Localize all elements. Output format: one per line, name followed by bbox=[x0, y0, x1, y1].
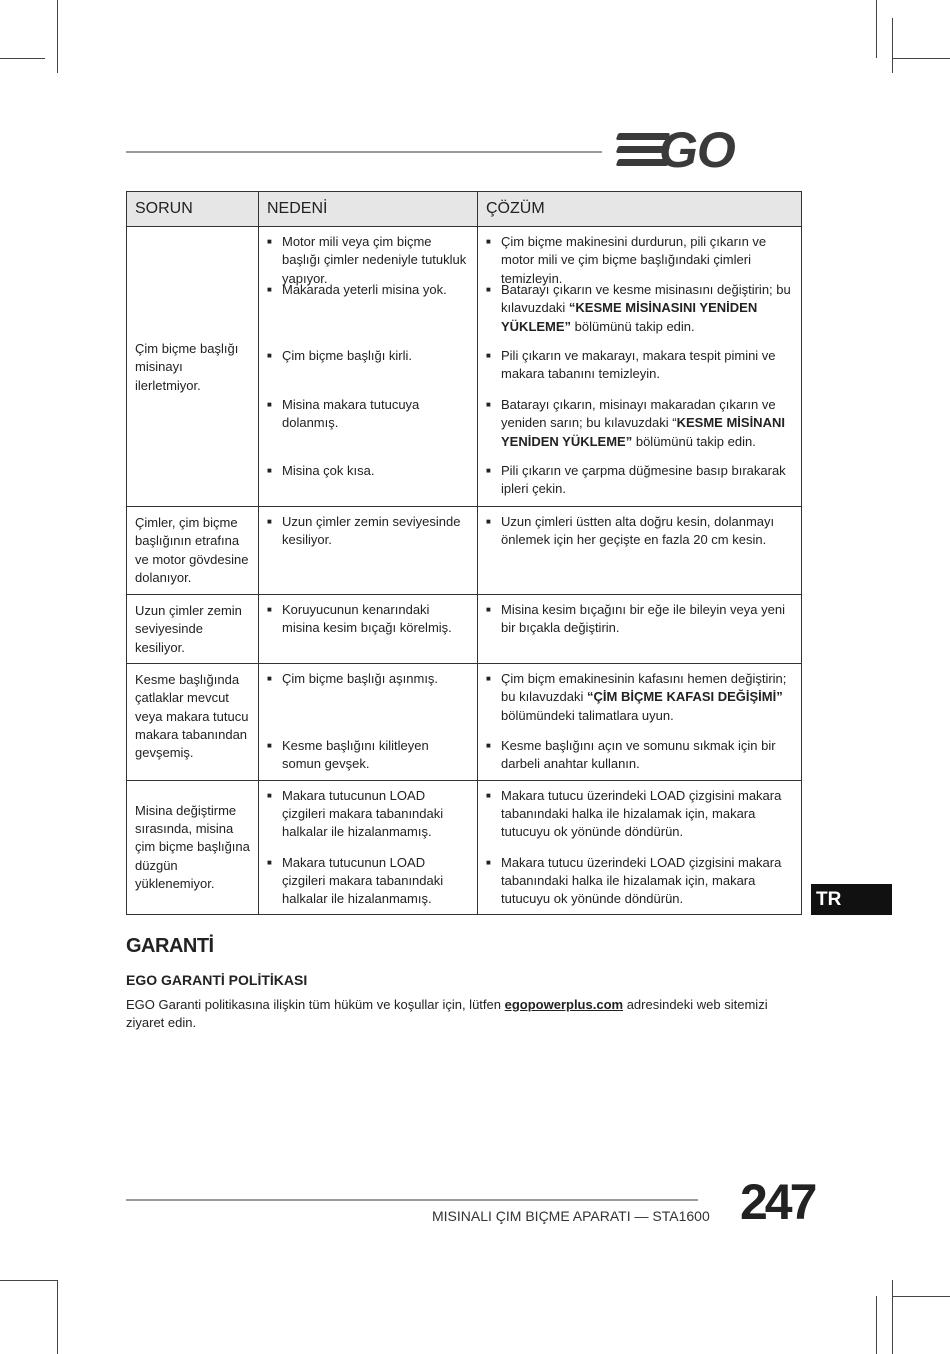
list-item bbox=[486, 854, 793, 909]
problem-cell bbox=[127, 664, 259, 781]
bullet-square-icon: ■ bbox=[486, 237, 491, 246]
bullet-square-icon: ■ bbox=[267, 605, 272, 614]
cause-text: Makarada yeterli misina yok. bbox=[282, 282, 447, 297]
table-row bbox=[127, 780, 802, 915]
list-item bbox=[267, 787, 469, 854]
crop-mark bbox=[876, 0, 877, 58]
problem-text: Uzun çimler zemin seviyesinde kesiliyor. bbox=[135, 603, 242, 655]
cause-text: Misina çok kısa. bbox=[282, 463, 375, 478]
policy-text-after: adresindeki web sitemizi ziyaret edin. bbox=[126, 997, 768, 1031]
bullet-square-icon: ■ bbox=[486, 400, 491, 409]
bullet-square-icon: ■ bbox=[486, 674, 491, 683]
solution-text: Batarayı çıkarın, misinayı makaradan çıkarın ve yeniden sarın; bu kılavuzdaki “KESME MİSİNANI YENİDEN YÜKLEME” bölümünü takip edin. bbox=[501, 397, 785, 449]
problem-cell bbox=[127, 595, 259, 664]
section-heading: EGO GARANTİ POLİTİKASI bbox=[126, 972, 308, 988]
problem-text: Misina değiştirme sırasında, misina çim biçme başlığına düzgün yüklenemiyor. bbox=[135, 802, 250, 891]
list-item bbox=[486, 601, 793, 638]
list-item bbox=[486, 281, 793, 347]
section-title: GARANTİ bbox=[126, 935, 214, 957]
crop-mark bbox=[892, 58, 950, 59]
solution-text: Pili çıkarın ve çarpma düğmesine basıp bırakarak ipleri çekin. bbox=[501, 463, 786, 497]
list-item bbox=[267, 601, 469, 638]
bullet-square-icon: ■ bbox=[486, 741, 491, 750]
logo-text: GO bbox=[659, 122, 735, 178]
header-problem: SORUN bbox=[127, 192, 259, 227]
crop-mark bbox=[0, 1280, 58, 1281]
crop-mark bbox=[892, 1280, 893, 1354]
solution-text: Çim biçm emakinesinin kafasını hemen değiştirin; bu kılavuzdaki “ÇİM BİÇME KAFASI DEĞİŞİMİ” bölümündeki talimatlara uyun. bbox=[501, 671, 787, 723]
solutions-cell bbox=[478, 507, 802, 595]
list-item bbox=[267, 347, 469, 396]
problem-cell bbox=[127, 780, 259, 915]
header-solution: ÇÖZÜM bbox=[478, 192, 802, 227]
solutions-cell bbox=[478, 227, 801, 506]
bullet-square-icon: ■ bbox=[267, 741, 272, 750]
bullet-square-icon: ■ bbox=[486, 517, 491, 526]
list-item bbox=[267, 513, 469, 550]
table-row bbox=[127, 227, 802, 507]
list-item bbox=[267, 737, 469, 774]
language-tab: TR bbox=[811, 884, 892, 915]
bullet-square-icon: ■ bbox=[486, 351, 491, 360]
ego-logo bbox=[617, 122, 800, 178]
crop-mark bbox=[892, 18, 893, 73]
list-item bbox=[486, 396, 793, 462]
list-item bbox=[267, 396, 469, 462]
solution-text: Batarayı çıkarın ve kesme misinasını değiştirin; bu kılavuzdaki “KESME MİSİNASINI YENİDEN YÜKLEME” bölümünü takip edin. bbox=[501, 282, 791, 334]
crop-mark bbox=[876, 1296, 877, 1354]
problem-text: Çim biçme başlığı misinayı ilerletmiyor. bbox=[135, 341, 239, 393]
problem-text: Kesme başlığında çatlaklar mevcut veya makara tutucu makara tabanından gevşemiş. bbox=[135, 672, 249, 761]
list-item bbox=[267, 281, 469, 347]
table-header-row bbox=[127, 192, 802, 227]
bullet-square-icon: ■ bbox=[267, 857, 272, 867]
bullet-square-icon: ■ bbox=[486, 790, 491, 800]
causes-cell bbox=[259, 507, 478, 595]
bullet-square-icon: ■ bbox=[267, 466, 272, 475]
list-item bbox=[486, 670, 793, 737]
bullet-square-icon: ■ bbox=[267, 400, 272, 409]
list-item bbox=[267, 670, 469, 737]
list-item bbox=[486, 347, 793, 396]
problem-cell bbox=[127, 507, 259, 595]
bullet-square-icon: ■ bbox=[486, 285, 491, 294]
solution-text: Misina kesim bıçağını bir eğe ile bileyin veya yeni bir bıçakla değiştirin. bbox=[501, 602, 785, 636]
causes-cell bbox=[259, 780, 478, 915]
cause-text: Makara tutucunun LOAD çizgileri makara tabanındaki halkalar ile hizalanmamış. bbox=[282, 787, 444, 840]
solution-text: Çim biçme makinesini durdurun, pili çıkarın ve motor mili ve çim biçme başlığındaki çimleri temizleyin. bbox=[501, 234, 767, 286]
solutions-cell bbox=[478, 780, 802, 915]
policy-paragraph bbox=[126, 996, 791, 1033]
table-row bbox=[127, 595, 802, 664]
header-rule bbox=[126, 151, 602, 153]
causes-cell bbox=[259, 227, 478, 506]
list-item bbox=[486, 787, 793, 854]
solution-text: Makara tutucu üzerindeki LOAD çizgisini makara tabanındaki halka ile hizalamak için, makara tutucuyu ok yönünde döndürün. bbox=[501, 787, 782, 840]
solution-text: Makara tutucu üzerindeki LOAD çizgisini makara tabanındaki halka ile hizalamak için, makara tutucuyu ok yönünde döndürün. bbox=[501, 854, 782, 907]
bullet-square-icon: ■ bbox=[267, 285, 272, 294]
page-number: 247 bbox=[740, 1174, 815, 1230]
table-row bbox=[127, 664, 802, 781]
causes-cell bbox=[259, 664, 478, 781]
website-link[interactable]: egopowerplus.com bbox=[504, 997, 624, 1012]
cause-text: Misina makara tutucuya dolanmış. bbox=[282, 397, 420, 431]
bullet-square-icon: ■ bbox=[267, 517, 272, 526]
header-cause: NEDENİ bbox=[259, 192, 478, 227]
list-item bbox=[267, 233, 469, 286]
solutions-cell bbox=[478, 595, 802, 664]
solutions-cell bbox=[478, 664, 802, 781]
problem-cell bbox=[127, 227, 259, 507]
bullet-square-icon: ■ bbox=[486, 857, 491, 867]
bullet-square-icon: ■ bbox=[267, 790, 272, 800]
footer-rule bbox=[126, 1199, 698, 1201]
table-row bbox=[127, 507, 802, 595]
bullet-square-icon: ■ bbox=[267, 674, 272, 683]
bullet-square-icon: ■ bbox=[267, 351, 272, 360]
solution-text: Uzun çimleri üstten alta doğru kesin, dolanmayı önlemek için her geçişte en fazla 20 cm kesin. bbox=[501, 514, 775, 548]
cause-text: Çim biçme başlığı aşınmış. bbox=[282, 671, 439, 686]
problem-text: Çimler, çim biçme başlığının etrafına ve motor gövdesine dolanıyor. bbox=[135, 515, 249, 585]
cause-text: Çim biçme başlığı kirli. bbox=[282, 348, 413, 363]
list-item bbox=[486, 233, 793, 286]
cause-text: Motor mili veya çim biçme başlığı çimler nedeniyle tutukluk yapıyor. bbox=[282, 234, 467, 286]
list-item bbox=[486, 737, 793, 774]
crop-mark bbox=[57, 1280, 58, 1354]
solution-text: Pili çıkarın ve makarayı, makara tespit pimini ve makara tabanını temizleyin. bbox=[501, 348, 776, 382]
footer-title: MISINALI ÇIM BIÇME APARATI — STA1600 bbox=[432, 1208, 710, 1224]
cause-text: Koruyucunun kenarındaki misina kesim bıçağı körelmiş. bbox=[282, 602, 452, 636]
solution-text: Kesme başlığını açın ve somunu sıkmak için bir darbeli anahtar kullanın. bbox=[501, 738, 776, 772]
bullet-square-icon: ■ bbox=[267, 237, 272, 246]
cause-solution-group bbox=[259, 227, 802, 507]
list-item bbox=[486, 462, 793, 500]
bullet-square-icon: ■ bbox=[486, 605, 491, 614]
cause-text: Makara tutucunun LOAD çizgileri makara tabanındaki halkalar ile hizalanmamış. bbox=[282, 854, 444, 907]
cause-text: Uzun çimler zemin seviyesinde kesiliyor. bbox=[282, 514, 461, 548]
crop-mark bbox=[892, 1296, 950, 1297]
list-item bbox=[267, 854, 469, 909]
crop-mark bbox=[0, 58, 45, 59]
causes-cell bbox=[259, 595, 478, 664]
list-item bbox=[267, 462, 469, 500]
bullet-square-icon: ■ bbox=[486, 466, 491, 475]
troubleshooting-table bbox=[126, 191, 802, 915]
policy-text-before: EGO Garanti politikasına ilişkin tüm hüküm ve koşullar için, lütfen bbox=[126, 997, 505, 1012]
list-item bbox=[486, 513, 793, 550]
cause-text: Kesme başlığını kilitleyen somun gevşek. bbox=[282, 738, 429, 772]
crop-mark bbox=[57, 0, 58, 73]
